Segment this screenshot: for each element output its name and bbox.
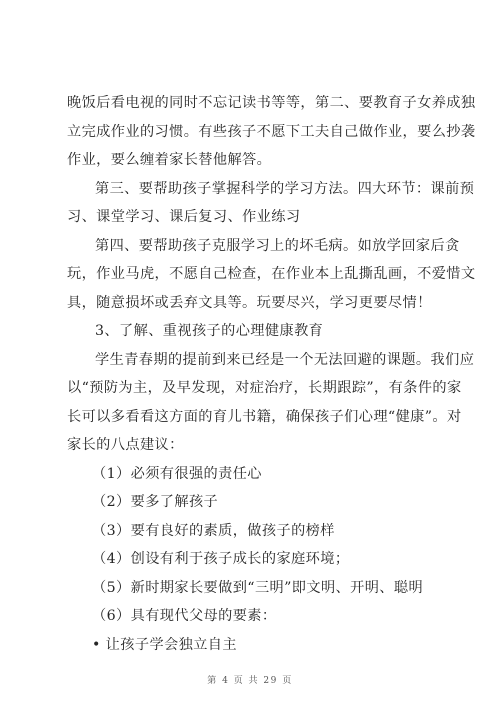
- body-text-line: 具，随意损坏或丢弃文具等。玩要尽兴，学习更要尽情！: [67, 295, 432, 311]
- body-text-line: 作业，要么缠着家长替他解答。: [67, 152, 272, 168]
- suggestion-item: （5）新时期家长要做到“三明”即文明、开明、聪明: [92, 580, 424, 596]
- body-text-line: 玩，作业马虎，不愿自己检查，在作业本上乱撕乱画，不爱惜文: [67, 266, 476, 282]
- suggestion-item: （3）要有良好的素质，做孩子的榜样: [92, 523, 335, 539]
- body-text-line: 长可以多看看这方面的育儿书籍，确保孩子们心理“健康”。对: [67, 409, 462, 425]
- body-text-line: 晚饭后看电视的同时不忘记读书等等，第二、要教育子女养成独: [67, 95, 476, 111]
- body-text-line: 习、课堂学习、课后复习、作业练习: [67, 209, 301, 225]
- body-text-line: 第三、要帮助孩子掌握科学的学习方法。四大环节：课前预: [95, 181, 475, 197]
- suggestion-item: （4）创设有利于孩子成长的家庭环境；: [92, 551, 350, 567]
- page-footer: 第 4 页 共 29 页: [207, 676, 293, 686]
- body-text-line: 以“预防为主，及早发现，对症治疗，长期跟踪”，有条件的家: [67, 380, 462, 396]
- suggestion-item: （6）具有现代父母的要素：: [92, 608, 277, 624]
- body-text-line: 学生青春期的提前到来已经是一个无法回避的课题。我们应: [95, 352, 475, 368]
- body-text-line: 立完成作业的习惯。有些孩子不愿下工夫自己做作业，要么抄袭: [67, 124, 476, 140]
- suggestion-item: （2）要多了解孩子: [92, 494, 219, 510]
- suggestion-item: （1）必须有很强的责任心: [92, 466, 262, 482]
- body-text-line: 第四、要帮助孩子克服学习上的坏毛病。如放学回家后贪: [95, 238, 460, 254]
- section-heading: 3、了解、重视孩子的心理健康教育: [95, 323, 324, 339]
- body-text-line: 家长的八点建议：: [67, 437, 184, 453]
- bullet-item: • 让孩子学会独立自主: [92, 637, 237, 653]
